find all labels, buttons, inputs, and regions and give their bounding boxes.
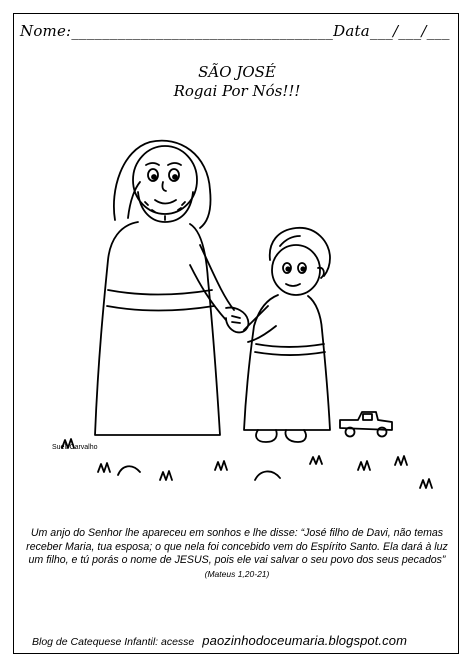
coloring-illustration [40, 130, 440, 505]
joseph-sash [108, 290, 212, 295]
page-subtitle: Rogai Por Nós!!! [173, 82, 301, 100]
verse-reference: (Mateus 1,20-21) [204, 568, 270, 579]
footer-label: Blog de Catequese Infantil: acesse [32, 636, 195, 648]
form-header [20, 22, 456, 40]
illustrator-signature: Sueli Carvalho [52, 444, 98, 451]
grass-tufts [62, 439, 432, 488]
date-label: Data [333, 22, 370, 40]
child-robe [244, 295, 330, 430]
child-jesus-figure [244, 228, 330, 442]
scripture-verse [22, 527, 452, 581]
child-sash [256, 344, 324, 347]
footer [32, 632, 452, 650]
date-field-line[interactable]: ___/___/___ [369, 22, 450, 40]
name-field-line[interactable]: __________________________________ [71, 22, 334, 40]
page-title: SÃO JOSÉ [198, 63, 276, 81]
toy-truck [340, 412, 392, 437]
saint-joseph-figure [95, 141, 248, 435]
child-feet [256, 430, 277, 442]
verse-text: Um anjo do Senhor lhe apareceu em sonhos e lhe disse: “José filho de Davi, não temas receber Maria, tua esposa; o que nela foi concebido vem do Espírito Santo. Ela dará à luz um filho, e tú porás o nome de JESUS, pois ele vai salvar o seu povo dos seus pecados” [26, 527, 448, 567]
name-label: Nome: [20, 22, 72, 40]
joseph-robe [95, 222, 220, 435]
blog-link[interactable]: paozinhodoceumaria.blogspot.com [202, 633, 408, 648]
child-face [272, 245, 320, 295]
